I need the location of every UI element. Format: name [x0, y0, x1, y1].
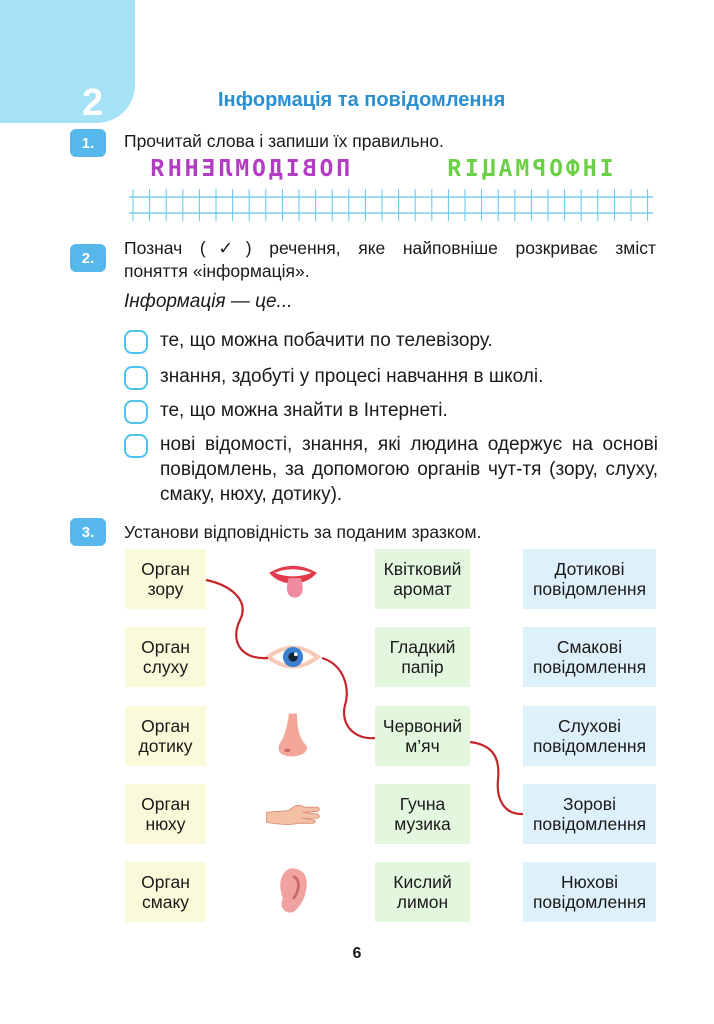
stimulus-label: Червоний м’яч: [382, 716, 463, 756]
task-3-badge: 3.: [70, 518, 106, 546]
message-type-label: Зорові повідомлення: [532, 794, 647, 834]
organ-label: Орган нюху: [141, 794, 190, 834]
message-type-label: Дотикові повідомлення: [532, 559, 647, 599]
page-number: 6: [352, 945, 362, 962]
stimulus-label: Кислий лимон: [393, 872, 452, 912]
message-type-label: Слухові повідомлення: [532, 716, 647, 756]
task-2-instruction-line1: Познач (✓) речення, яке найповніше розкриває зміст: [124, 238, 656, 258]
chapter-number: 2: [82, 82, 104, 124]
message-type-label: Смакові повідомлення: [532, 637, 647, 677]
task-3-instruction: Установи відповідність за поданим зразком.: [124, 522, 482, 542]
task-1-instruction: Прочитай слова і запиши їх правильно.: [124, 131, 444, 151]
task-2-instruction-line2: поняття «інформація».: [124, 261, 310, 281]
option-text: те, що можна побачити по телевізору.: [160, 330, 493, 351]
connector-line-sight-eye: [206, 580, 268, 658]
organ-label: Орган смаку: [141, 872, 190, 912]
option-text: нові відомості, знання, які людина одержує на основі повідомлень, за допомогою органів чут-тя (зору, слуху, смаку, нюху, дотику).: [160, 434, 658, 505]
option-text: те, що можна знайти в Інтернеті.: [160, 400, 448, 421]
stimulus-label: Гладкий папір: [389, 637, 456, 677]
page-title: Інформація та повідомлення: [218, 89, 506, 111]
scrambled-word-1: ПОВІДОМЛЕННЯ: [148, 156, 351, 182]
stimulus-label: Гучна музика: [394, 794, 451, 834]
stimulus-label: Квітковий аромат: [383, 559, 462, 599]
connector-line-eye-ball: [322, 658, 375, 738]
message-type-label: Нюхові повідомлення: [532, 872, 647, 912]
task-2-lead: Інформація — це...: [124, 291, 293, 312]
scrambled-word-2: ІНФОРМАЦІЯ: [445, 156, 614, 182]
organ-label: Орган зору: [141, 559, 190, 599]
organ-label: Орган слуху: [141, 637, 190, 677]
connector-line-ball-visual: [470, 742, 523, 814]
organ-label: Орган дотику: [138, 716, 193, 756]
task-2-badge: 2.: [70, 244, 106, 272]
option-text: знання, здобуті у процесі навчання в школі.: [160, 366, 544, 387]
task-1-badge: 1.: [70, 129, 106, 157]
